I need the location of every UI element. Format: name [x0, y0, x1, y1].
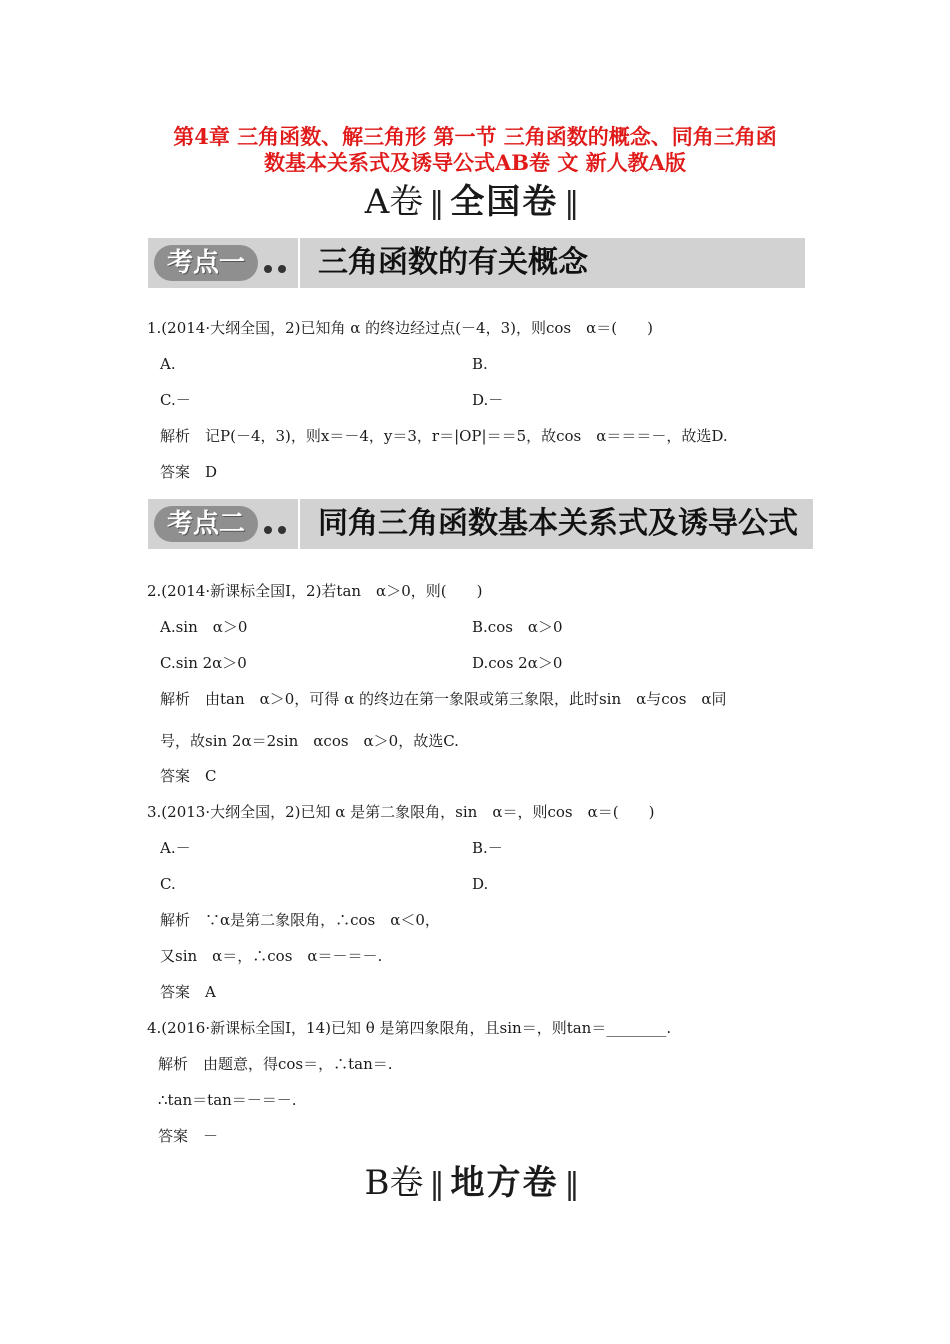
q3-stem: 3.(2013·大纲全国，2)已知 α 是第二象限角，sin α＝，则cos α＝( ) — [147, 803, 655, 821]
volume-a-separator-right: ‖ — [564, 186, 580, 221]
q4-answer: 答案 － — [158, 1127, 219, 1145]
q4-stem: 4.(2016·新课标全国Ⅰ，14)已知 θ 是第四象限角，且sin＝，则tan＝________. — [147, 1019, 672, 1037]
q1-option-b: B. — [472, 355, 488, 373]
volume-b-separator-right: ‖ — [564, 1167, 580, 1202]
q2-option-d: D.cos 2α＞0 — [472, 654, 563, 672]
q1-stem: 1.(2014·大纲全国，2)已知角 α 的终边经过点(－4，3)，则cos α＝( ) — [147, 319, 653, 337]
q3-option-a: A.－ — [160, 839, 191, 857]
q2-stem: 2.(2014·新课标全国Ⅰ，2)若tan α＞0，则( ) — [147, 582, 483, 600]
q1-option-c: C.－ — [160, 391, 191, 409]
document-title-line1: 第4章 三角函数、解三角形 第一节 三角函数的概念、同角三角函 — [173, 124, 777, 149]
document-title-line2: 数基本关系式及诱导公式AB卷 文 新人教A版 — [264, 150, 686, 175]
q3-answer: 答案 A — [160, 983, 216, 1001]
q1-option-d: D.－ — [472, 391, 504, 409]
q3-option-b: B.－ — [472, 839, 503, 857]
q2-analysis-line2: 号，故sin 2α＝2sin αcos α＞0，故选C. — [160, 732, 459, 750]
q4-analysis-line2: ∴tan＝tan＝－＝－. — [158, 1091, 297, 1109]
q2-answer: 答案 C — [160, 767, 217, 785]
section-divider — [298, 238, 300, 288]
section-divider — [298, 499, 300, 549]
q3-analysis-line1: 解析 ∵α是第二象限角，∴cos α＜0， — [160, 911, 440, 929]
section-header-2 — [148, 499, 813, 549]
volume-a-name: 全国卷 — [450, 182, 559, 222]
q1-answer: 答案 D — [160, 463, 218, 481]
section-badge-2: 考点二 — [154, 506, 258, 542]
volume-b-prefix: B卷 — [364, 1163, 424, 1203]
q3-analysis-line2: 又sin α＝，∴cos α＝－＝－. — [160, 947, 383, 965]
section-title-2: 同角三角函数基本关系式及诱导公式 — [318, 506, 798, 541]
section-title-1: 三角函数的有关概念 — [318, 245, 588, 280]
q3-option-d: D. — [472, 875, 489, 893]
volume-b-heading — [0, 1163, 950, 1205]
volume-a-prefix: A卷 — [364, 182, 424, 222]
q2-option-a: A.sin α＞0 — [160, 618, 248, 636]
section-badge-1: 考点一 — [154, 245, 258, 281]
q1-analysis: 解析 记P(－4，3)，则x＝－4，y＝3，r＝|OP|＝＝5，故cos α＝＝＝－，故选D. — [160, 427, 728, 445]
volume-b-name: 地方卷 — [450, 1163, 559, 1203]
q2-option-c: C.sin 2α＞0 — [160, 654, 247, 672]
q3-option-c: C. — [160, 875, 176, 893]
q4-analysis-line1: 解析 由题意，得cos＝，∴tan＝. — [158, 1055, 393, 1073]
dots-icon — [264, 519, 292, 538]
volume-a-separator-left: ‖ — [429, 186, 445, 221]
q2-analysis-line1: 解析 由tan α＞0，可得 α 的终边在第一象限或第三象限，此时sin α与cos α同 — [160, 690, 727, 708]
q1-option-a: A. — [160, 355, 176, 373]
q2-option-b: B.cos α＞0 — [472, 618, 563, 636]
dots-icon — [264, 258, 292, 277]
section-header-1 — [148, 238, 805, 288]
volume-a-heading — [0, 182, 950, 224]
volume-b-separator-left: ‖ — [429, 1167, 445, 1202]
